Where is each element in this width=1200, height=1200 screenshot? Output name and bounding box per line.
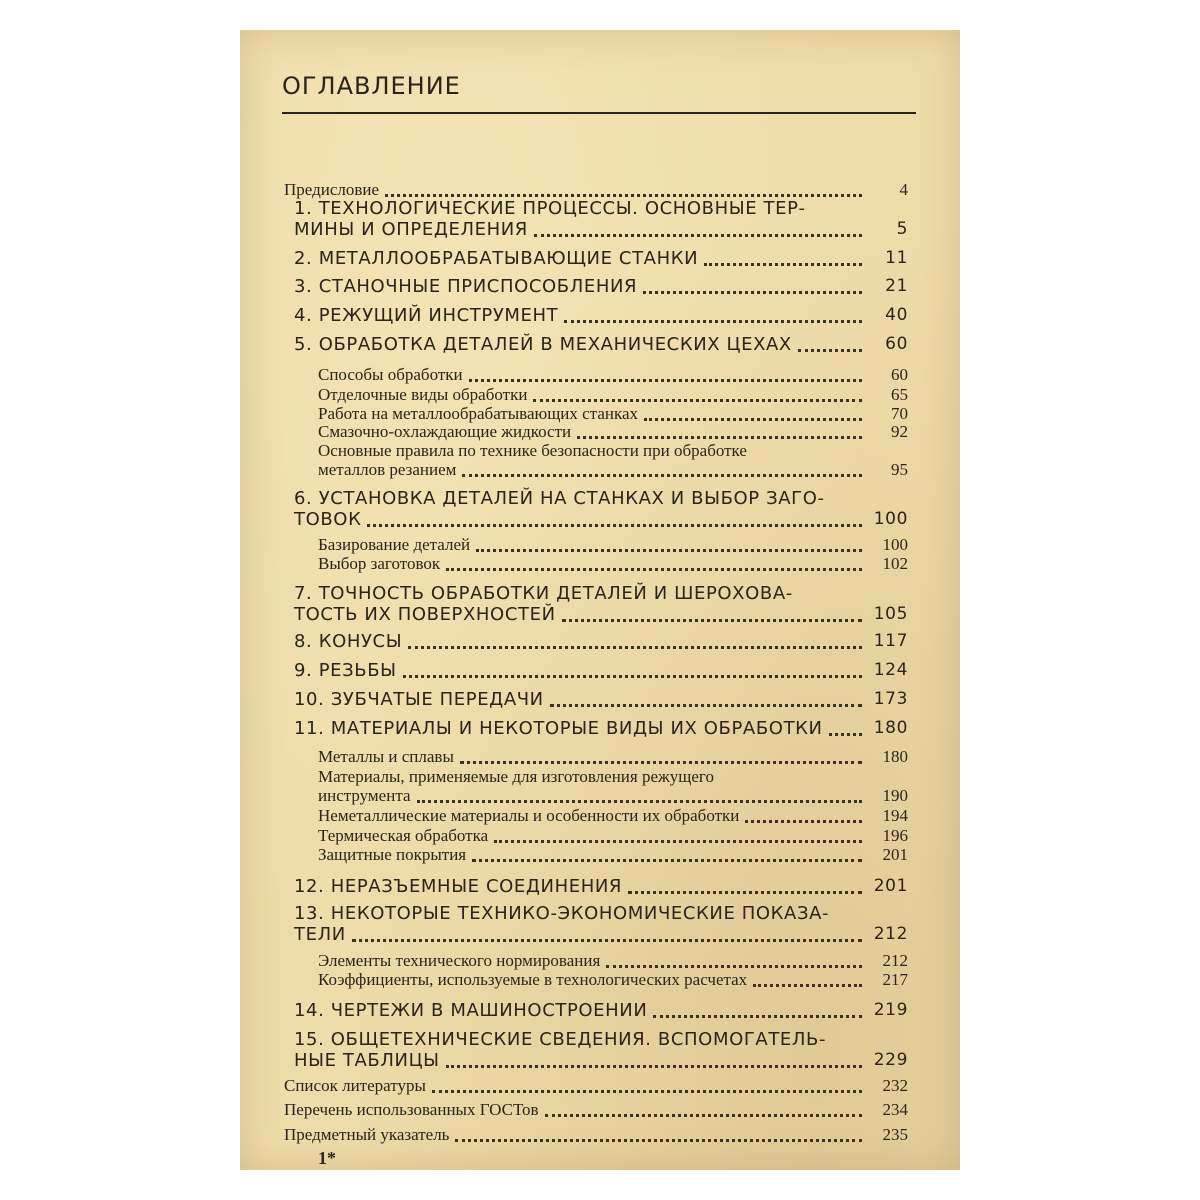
toc-page-number: 219 (873, 1000, 908, 1020)
signature-mark: 1* (318, 1148, 336, 1168)
dot-leader (653, 1014, 862, 1018)
dot-leader (446, 1064, 862, 1068)
toc-entry-label: ТОСТЬ ИХ ПОВЕРХНОСТЕЙ (294, 604, 556, 625)
dot-leader (432, 1089, 862, 1093)
dot-leader (745, 819, 862, 823)
toc-page-number: 92 (891, 422, 908, 441)
dot-leader (408, 645, 862, 649)
toc-entry-label: Работа на металлообрабатывающих станках (318, 404, 639, 423)
dot-leader (704, 262, 862, 266)
toc-page-number: 105 (873, 604, 908, 624)
toc-entry-label: 11. МАТЕРИАЛЫ И НЕКОТОРЫЕ ВИДЫ ИХ ОБРАБОТКИ (294, 718, 823, 739)
toc-entry-label: Материалы, применяемые для изготовления режущего (318, 767, 714, 786)
toc-page-number: 212 (882, 951, 908, 970)
toc-entry-label: инструмента (318, 786, 411, 805)
toc-entry-label: 7. ТОЧНОСТЬ ОБРАБОТКИ ДЕТАЛЕЙ И ШЕРОХОВА- (294, 583, 793, 604)
dot-leader (545, 1113, 862, 1117)
toc-page-number: 100 (882, 535, 908, 554)
toc-entry-label: 6. УСТАНОВКА ДЕТАЛЕЙ НА СТАНКАХ И ВЫБОР ЗАГО- (294, 488, 825, 509)
dot-leader (472, 858, 862, 862)
toc-entry-label: 13. НЕКОТОРЫЕ ТЕХНИКО-ЭКОНОМИЧЕСКИЕ ПОКАЗА- (294, 903, 830, 924)
dot-leader (564, 319, 862, 323)
toc-entry-label: Предисловие (284, 180, 380, 199)
dot-leader (462, 473, 862, 477)
toc-page-number: 40 (885, 305, 908, 325)
dot-leader (798, 348, 862, 352)
toc-entry-label: Коэффициенты, используемые в технологических расчетах (318, 970, 748, 989)
toc-page-number: 173 (873, 689, 908, 709)
toc-page-number: 217 (882, 970, 908, 989)
toc-page-number: 95 (891, 460, 908, 479)
toc-entry-label: Металлы и сплавы (318, 747, 454, 766)
toc-entry-label: Неметаллические материалы и особенности их обработки (318, 806, 740, 825)
page-title: ОГЛАВЛЕНИЕ (282, 72, 461, 100)
toc-page-number: 60 (885, 334, 908, 354)
toc-page-number: 201 (873, 876, 908, 896)
toc-entry-label: Смазочно-охлаждающие жидкости (318, 422, 572, 441)
dot-leader (753, 983, 862, 987)
dot-leader (469, 378, 862, 382)
toc-entry-label: ТЕЛИ (294, 924, 346, 945)
toc-page-number: 190 (882, 786, 908, 805)
dot-leader (403, 674, 862, 678)
toc-page-number: 124 (873, 660, 908, 680)
toc-entry-label: 10. ЗУБЧАТЫЕ ПЕРЕДАЧИ (294, 689, 544, 710)
toc-page-number: 117 (873, 631, 908, 651)
dot-leader (476, 548, 862, 552)
toc-entry-label: 15. ОБЩЕТЕХНИЧЕСКИЕ СВЕДЕНИЯ. ВСПОМОГАТЕЛЬ- (294, 1029, 827, 1050)
dot-leader (829, 732, 862, 736)
dot-leader (460, 760, 862, 764)
toc-entry-label: 5. ОБРАБОТКА ДЕТАЛЕЙ В МЕХАНИЧЕСКИХ ЦЕХАХ (294, 334, 792, 355)
dot-leader (494, 839, 862, 843)
toc-page-number: 235 (882, 1125, 908, 1144)
toc-page-number: 70 (891, 404, 908, 423)
toc-page-number: 21 (885, 276, 908, 296)
dot-leader (628, 890, 862, 894)
toc-entry-label: ТОВОК (294, 509, 362, 530)
dot-leader (455, 1138, 862, 1142)
toc-page-number: 60 (891, 365, 908, 384)
dot-leader (644, 417, 862, 421)
title-underline (282, 112, 916, 114)
toc-entry-label: Защитные покрытия (318, 845, 467, 864)
dot-leader (367, 523, 862, 527)
toc-page-number: 4 (899, 180, 908, 199)
toc-page-number: 180 (873, 718, 908, 738)
toc-page-number: 5 (896, 219, 908, 239)
dot-leader (533, 398, 862, 402)
toc-entry-label: 3. СТАНОЧНЫЕ ПРИСПОСОБЛЕНИЯ (294, 276, 638, 297)
toc-entry-label: МИНЫ И ОПРЕДЕЛЕНИЯ (294, 219, 528, 240)
toc-page-number: 194 (882, 806, 908, 825)
book-page (240, 30, 960, 1170)
toc-entry-label: Выбор заготовок (318, 554, 441, 573)
toc-entry-label: Основные правила по технике безопасности при обработке (318, 441, 747, 460)
dot-leader (643, 290, 862, 294)
toc-entry-label: 14. ЧЕРТЕЖИ В МАШИНОСТРОЕНИИ (294, 1000, 648, 1021)
dot-leader (446, 567, 862, 571)
toc-entry-label: Термическая обработка (318, 826, 489, 845)
toc-page-number: 201 (882, 845, 908, 864)
dot-leader (352, 938, 862, 942)
toc-page-number: 11 (885, 248, 908, 268)
toc-page-number: 234 (882, 1100, 908, 1119)
toc-page-number: 196 (882, 826, 908, 845)
toc-entry-label: Отделочные виды обработки (318, 385, 528, 404)
toc-entry-label: 9. РЕЗЬБЫ (294, 660, 397, 681)
toc-entry-label: 8. КОНУСЫ (294, 631, 403, 652)
toc-entry-label: 4. РЕЖУЩИЙ ИНСТРУМЕНТ (294, 305, 559, 326)
toc-page-number: 212 (873, 924, 908, 944)
toc-entry-label: 12. НЕРАЗЪЕМНЫЕ СОЕДИНЕНИЯ (294, 876, 623, 897)
toc-entry-label: 1. ТЕХНОЛОГИЧЕСКИЕ ПРОЦЕССЫ. ОСНОВНЫЕ ТЕР- (294, 198, 806, 219)
toc-entry-label: металлов резанием (318, 460, 457, 479)
toc-page-number: 102 (882, 554, 908, 573)
toc-page-number: 180 (882, 747, 908, 766)
dot-leader (562, 618, 862, 622)
toc-page-number: 100 (873, 509, 908, 529)
toc-page-number: 65 (891, 385, 908, 404)
toc-page-number: 229 (873, 1050, 908, 1070)
dot-leader (550, 703, 862, 707)
dot-leader (577, 435, 862, 439)
dot-leader (606, 964, 862, 968)
toc-entry-label: Предметный указатель (284, 1125, 450, 1144)
toc-entry-label: НЫЕ ТАБЛИЦЫ (294, 1050, 440, 1071)
toc-entry-label: Способы обработки (318, 365, 463, 384)
dot-leader (385, 193, 862, 197)
toc-entry-label: 2. МЕТАЛЛООБРАБАТЫВАЮЩИЕ СТАНКИ (294, 248, 699, 269)
toc-page-number: 232 (882, 1076, 908, 1095)
dot-leader (417, 799, 862, 803)
toc-entry-label: Базирование деталей (318, 535, 471, 554)
dot-leader (534, 233, 862, 237)
toc-entry-label: Список литературы (284, 1076, 426, 1095)
toc-entry-label: Элементы технического нормирования (318, 951, 601, 970)
toc-entry-label: Перечень использованных ГОСТов (284, 1100, 539, 1119)
